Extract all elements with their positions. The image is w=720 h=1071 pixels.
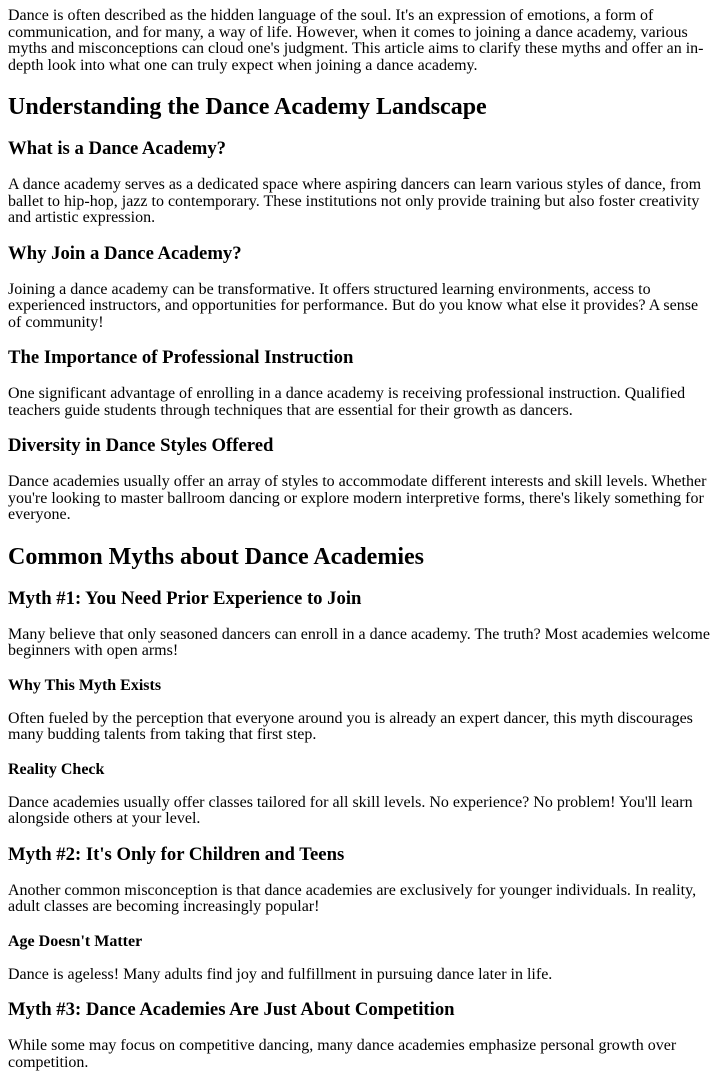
minor-heading-age: Age Doesn't Matter xyxy=(8,932,143,950)
section-heading-landscape: Understanding the Dance Academy Landscape xyxy=(8,94,487,120)
minor-heading-why-exists: Why This Myth Exists xyxy=(8,676,162,694)
paragraph-reality-check: Dance academies usually offer classes tailored for all skill levels. No experience? No problem! You'll learn alongside others at your level. xyxy=(8,793,693,827)
subheading-myth-2: Myth #2: It's Only for Children and Teens xyxy=(8,843,345,865)
paragraph-myth-1: Many believe that only seasoned dancers can enroll in a dance academy. The truth? Most academies welcome beginners with open arms! xyxy=(8,625,710,659)
paragraph-age: Dance is ageless! Many adults find joy and fulfillment in pursuing dance later in life. xyxy=(8,965,553,983)
subheading-diversity: Diversity in Dance Styles Offered xyxy=(8,435,274,456)
paragraph-why-join: Joining a dance academy can be transformative. It offers structured learning environments, access to experienced instructors, and opportunities for performance. But do you know what else it provides? A sense of community! xyxy=(8,280,699,331)
intro-paragraph: Dance is often described as the hidden language of the soul. It's an expression of emotions, a form of communication, and for many, a way of life. However, when it comes to joining a dance academy, various myths and misconceptions can cloud one's judgment. This article aims to clarify these myths and offer an in-depth look into what one can truly expect when joining a dance academy. xyxy=(8,7,704,74)
section-heading-myths: Common Myths about Dance Academies xyxy=(8,543,424,570)
subheading-what-is: What is a Dance Academy? xyxy=(8,138,227,159)
paragraph-instruction: One significant advantage of enrolling in a dance academy is receiving professional instruction. Qualified teachers guide students through techniques that are essential for their growth as dancers. xyxy=(8,385,686,419)
subheading-myth-1: Myth #1: You Need Prior Experience to Join xyxy=(8,587,362,609)
subheading-myth-3: Myth #3: Dance Academies Are Just About Competition xyxy=(8,999,455,1020)
paragraph-myth-2: Another common misconception is that dance academies are exclusively for younger individuals. In reality, adult classes are becoming increasingly popular! xyxy=(8,881,697,915)
subheading-instruction: The Importance of Professional Instruction xyxy=(8,347,354,368)
paragraph-myth-3: While some may focus on competitive dancing, many dance academies emphasize personal growth over competition. xyxy=(8,1037,677,1071)
minor-heading-reality-check: Reality Check xyxy=(8,760,105,778)
subheading-why-join: Why Join a Dance Academy? xyxy=(8,242,242,264)
paragraph-what-is: A dance academy serves as a dedicated space where aspiring dancers can learn various styles of dance, from ballet to hip-hop, jazz to contemporary. These institutions not only provide training but also foster creativity and artistic expression. xyxy=(8,176,702,226)
paragraph-diversity: Dance academies usually offer an array of styles to accommodate different interests and skill levels. Whether you're looking to master ballroom dancing or explore modern interpretive forms, there's likely something for everyone. xyxy=(8,473,707,523)
paragraph-why-exists: Often fueled by the perception that everyone around you is already an expert dancer, this myth discourages many budding talents from taking that first step. xyxy=(8,709,693,743)
article xyxy=(0,8,720,1071)
